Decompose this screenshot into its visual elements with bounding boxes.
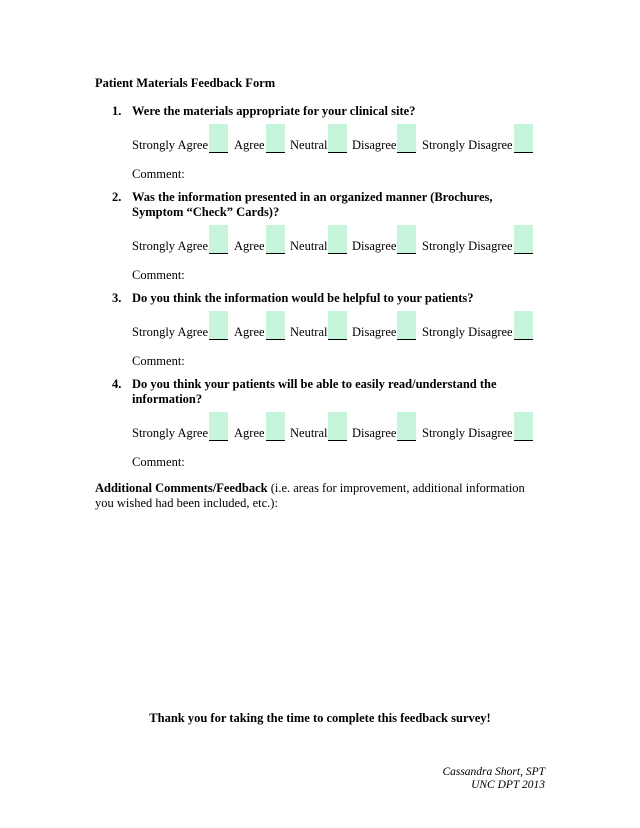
question-text: Was the information presented in an organized manner (Brochures, Symptom “Check” Cards)?: [132, 190, 493, 219]
option-label-agree: Agree: [234, 426, 265, 440]
option-label-disagree: Disagree: [352, 325, 397, 339]
checkbox-agree[interactable]: [266, 225, 285, 254]
checkbox-strongly-disagree[interactable]: [514, 412, 533, 441]
option-label-strongly-agree: Strongly Agree: [132, 239, 209, 253]
question-text: Were the materials appropriate for your clinical site?: [132, 104, 416, 118]
option-label-strongly-agree: Strongly Agree: [132, 138, 209, 152]
checkbox-agree[interactable]: [266, 412, 285, 441]
option-label-strongly-disagree: Strongly Disagree: [422, 325, 513, 339]
option-label-disagree: Disagree: [352, 239, 397, 253]
checkbox-disagree[interactable]: [397, 412, 416, 441]
checkbox-disagree[interactable]: [397, 311, 416, 340]
rating-options: [132, 226, 542, 260]
checkbox-disagree[interactable]: [397, 225, 416, 254]
signature-program: UNC DPT 2013: [471, 779, 545, 791]
option-label-neutral: Neutral: [290, 325, 328, 339]
option-label-neutral: Neutral: [290, 426, 328, 440]
comment-label: Comment:: [132, 354, 185, 368]
option-label-agree: Agree: [234, 239, 265, 253]
checkbox-agree[interactable]: [266, 311, 285, 340]
comment-label: Comment:: [132, 455, 185, 469]
comment-label: Comment:: [132, 268, 185, 282]
comment-label: Comment:: [132, 167, 185, 181]
option-label-strongly-disagree: Strongly Disagree: [422, 239, 513, 253]
question-4: [112, 377, 542, 470]
additional-comments-text: (i.e. areas for improvement, additional information you wished had been included, etc.):: [95, 481, 525, 510]
question-3: [112, 291, 542, 369]
question-text: Do you think the information would be helpful to your patients?: [132, 291, 474, 305]
checkbox-strongly-agree[interactable]: [209, 412, 228, 441]
checkbox-strongly-disagree[interactable]: [514, 124, 533, 153]
checkbox-strongly-disagree[interactable]: [514, 225, 533, 254]
additional-comments: [95, 481, 535, 511]
checkbox-strongly-agree[interactable]: [209, 124, 228, 153]
checkbox-strongly-agree[interactable]: [209, 225, 228, 254]
additional-comments-heading: Additional Comments/Feedback: [95, 481, 268, 495]
checkbox-disagree[interactable]: [397, 124, 416, 153]
signature-name: Cassandra Short, SPT: [442, 766, 545, 778]
form-title: Patient Materials Feedback Form: [95, 76, 276, 90]
option-label-agree: Agree: [234, 325, 265, 339]
rating-options: [132, 312, 542, 346]
option-label-strongly-disagree: Strongly Disagree: [422, 426, 513, 440]
option-label-agree: Agree: [234, 138, 265, 152]
checkbox-strongly-agree[interactable]: [209, 311, 228, 340]
option-label-disagree: Disagree: [352, 138, 397, 152]
question-number: 3.: [112, 291, 122, 305]
checkbox-neutral[interactable]: [328, 124, 347, 153]
question-number: 4.: [112, 377, 122, 391]
checkbox-neutral[interactable]: [328, 225, 347, 254]
checkbox-neutral[interactable]: [328, 311, 347, 340]
question-number: 1.: [112, 104, 122, 118]
option-label-neutral: Neutral: [290, 138, 328, 152]
signature: [442, 766, 545, 792]
rating-options: [132, 125, 542, 159]
question-text: Do you think your patients will be able to easily read/understand the information?: [132, 377, 497, 406]
thank-you-message: Thank you for taking the time to complete this feedback survey!: [149, 711, 491, 725]
question-2: [112, 190, 542, 283]
checkbox-agree[interactable]: [266, 124, 285, 153]
checkbox-strongly-disagree[interactable]: [514, 311, 533, 340]
option-label-strongly-agree: Strongly Agree: [132, 325, 209, 339]
question-1: [112, 104, 542, 182]
rating-options: [132, 413, 542, 447]
option-label-disagree: Disagree: [352, 426, 397, 440]
question-number: 2.: [112, 190, 122, 204]
option-label-strongly-disagree: Strongly Disagree: [422, 138, 513, 152]
option-label-strongly-agree: Strongly Agree: [132, 426, 209, 440]
option-label-neutral: Neutral: [290, 239, 328, 253]
checkbox-neutral[interactable]: [328, 412, 347, 441]
